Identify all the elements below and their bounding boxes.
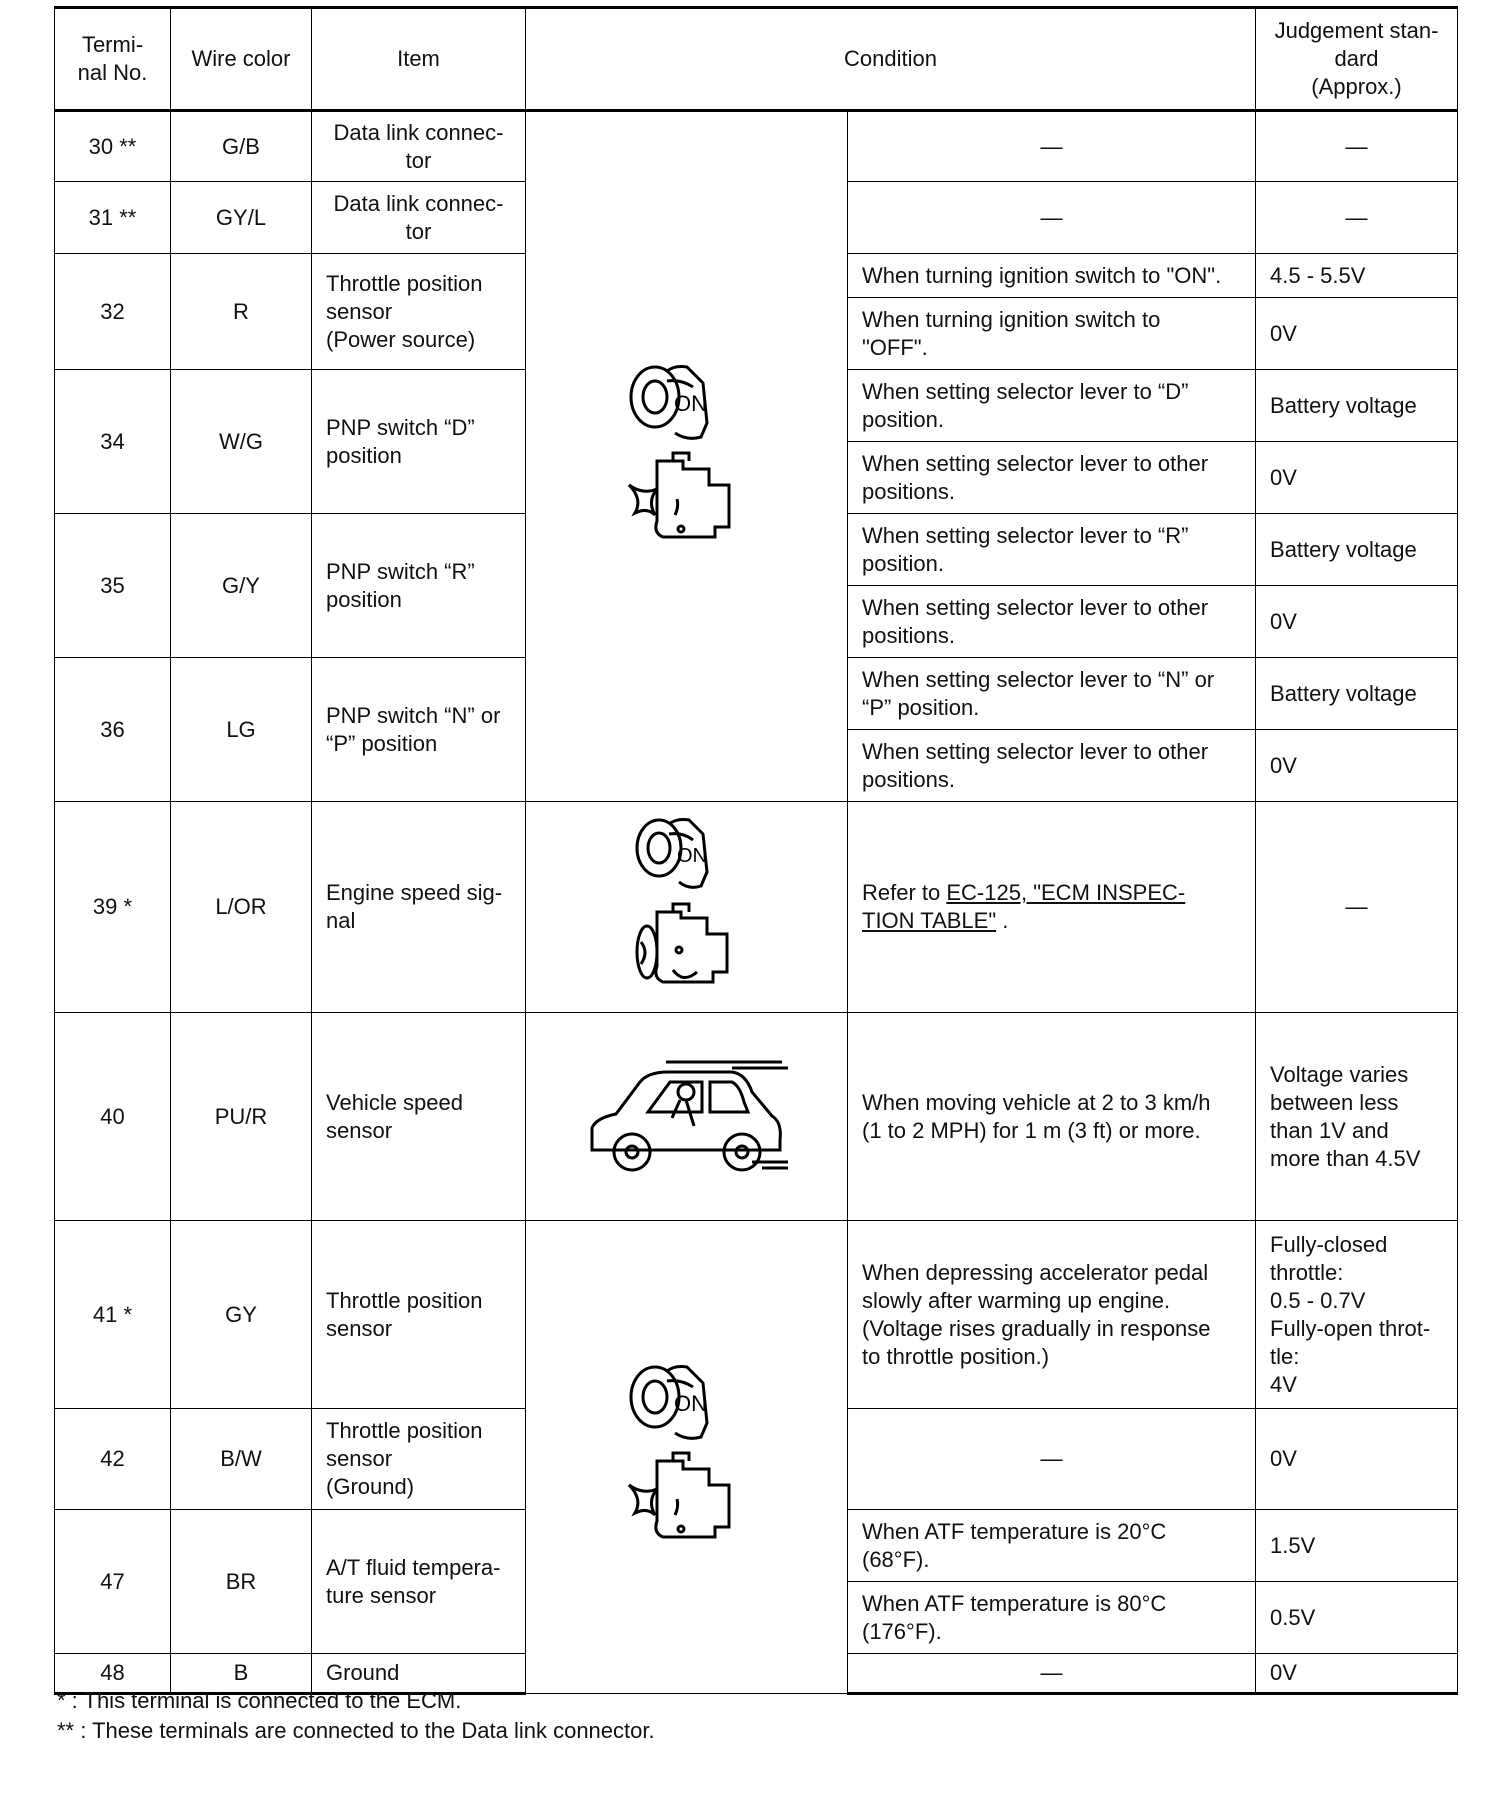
condition-cell: When setting selector lever to “R” position. — [848, 514, 1256, 586]
ecm-inspection-table-link[interactable]: EC-125, "ECM INSPEC- TION TABLE" — [862, 880, 1186, 933]
wire-color-cell: LG — [171, 658, 312, 802]
terminal-cell: 35 — [55, 514, 171, 658]
item-cell: PNP switch “R” position — [312, 514, 526, 658]
condition-cell: When ATF temperature is 80°C (176°F). — [848, 1582, 1256, 1654]
wire-color-cell: B — [171, 1654, 312, 1694]
judgement-cell: 0V — [1256, 730, 1458, 802]
engine-running-icon — [629, 1453, 729, 1537]
condition-cell: When setting selector lever to “N” or “P” position. — [848, 658, 1256, 730]
item-cell: Data link connec- tor — [312, 182, 526, 254]
svg-text:ON: ON — [673, 390, 707, 416]
wire-color-cell: R — [171, 254, 312, 370]
engine-idle-icon — [637, 904, 727, 982]
condition-cell: — — [848, 111, 1256, 182]
wire-color-cell: GY — [171, 1221, 312, 1409]
judgement-cell: Battery voltage — [1256, 514, 1458, 586]
judgement-cell: 0V — [1256, 586, 1458, 658]
judgement-cell: 0V — [1256, 298, 1458, 370]
condition-cell: When depressing accelerator pedal slowly after warming up engine. (Voltage rises gradually in response to throttle position.) — [848, 1221, 1256, 1409]
footnote-double-star: ** : These terminals are connected to the Data link connector. — [57, 1718, 655, 1743]
item-cell: A/T fluid tempera- ture sensor — [312, 1510, 526, 1654]
table-row — [55, 111, 1458, 182]
ignition-on-engine-idle-icon-group — [526, 802, 848, 1013]
condition-cell: When turning ignition switch to "ON". — [848, 254, 1256, 298]
footnotes — [57, 1686, 655, 1746]
table-row — [55, 1013, 1458, 1221]
condition-cell: — — [848, 182, 1256, 254]
svg-text:ON: ON — [673, 1391, 707, 1416]
wire-color-cell: B/W — [171, 1409, 312, 1510]
terminal-cell: 34 — [55, 370, 171, 514]
terminal-cell: 32 — [55, 254, 171, 370]
judgement-cell: 0.5V — [1256, 1582, 1458, 1654]
item-cell: Vehicle speed sensor — [312, 1013, 526, 1221]
condition-cell: When setting selector lever to “D” position. — [848, 370, 1256, 442]
ignition-on-engine-running-icon-group — [526, 1221, 848, 1694]
engine-running-icon — [629, 453, 729, 537]
terminal-cell: 39 * — [55, 802, 171, 1013]
judgement-cell: 0V — [1256, 1409, 1458, 1510]
svg-text:ON: ON — [676, 845, 707, 867]
ignition-key-on-icon — [617, 1357, 757, 1557]
item-cell: Engine speed sig- nal — [312, 802, 526, 1013]
header-terminal-no: Termi- nal No. — [55, 8, 171, 111]
judgement-cell: 4.5 - 5.5V — [1256, 254, 1458, 298]
terminal-spec-table — [54, 6, 1458, 1695]
header-row — [55, 8, 1458, 111]
condition-cell: When setting selector lever to other positions. — [848, 586, 1256, 658]
condition-cell: When moving vehicle at 2 to 3 km/h (1 to 2 MPH) for 1 m (3 ft) or more. — [848, 1013, 1256, 1221]
judgement-cell: Voltage varies between less than 1V and more than 4.5V — [1256, 1013, 1458, 1221]
footnote-single-star: * : This terminal is connected to the ECM. — [57, 1688, 462, 1713]
wire-color-cell: BR — [171, 1510, 312, 1654]
item-cell: PNP switch “N” or “P” position — [312, 658, 526, 802]
terminal-cell: 30 ** — [55, 111, 171, 182]
judgement-cell: Fully-closed throttle: 0.5 - 0.7V Fully-open throt- tle: 4V — [1256, 1221, 1458, 1409]
wire-color-cell: L/OR — [171, 802, 312, 1013]
ignition-key-on-icon — [617, 357, 757, 557]
terminal-cell: 40 — [55, 1013, 171, 1221]
terminal-cell: 48 — [55, 1654, 171, 1694]
ignition-on-engine-running-icon-group — [526, 111, 848, 802]
judgement-cell: — — [1256, 182, 1458, 254]
judgement-cell: Battery voltage — [1256, 658, 1458, 730]
condition-cell: — — [848, 1409, 1256, 1510]
condition-cell: When turning ignition switch to "OFF". — [848, 298, 1256, 370]
table-row — [55, 802, 1458, 1013]
header-item: Item — [312, 8, 526, 111]
header-wire-color: Wire color — [171, 8, 312, 111]
wire-color-cell: GY/L — [171, 182, 312, 254]
wire-color-cell: PU/R — [171, 1013, 312, 1221]
ignition-key-on-icon — [627, 812, 747, 1002]
table-row — [55, 1221, 1458, 1409]
condition-cell: When setting selector lever to other positions. — [848, 442, 1256, 514]
item-cell: Throttle position sensor — [312, 1221, 526, 1409]
terminal-cell: 31 ** — [55, 182, 171, 254]
judgement-cell: — — [1256, 802, 1458, 1013]
judgement-cell: 0V — [1256, 442, 1458, 514]
condition-cell: Refer to EC-125, "ECM INSPEC- TION TABLE" . — [848, 802, 1256, 1013]
judgement-cell: — — [1256, 111, 1458, 182]
item-cell: Ground — [312, 1654, 526, 1694]
judgement-cell: 1.5V — [1256, 1510, 1458, 1582]
wire-color-cell: W/G — [171, 370, 312, 514]
terminal-cell: 41 * — [55, 1221, 171, 1409]
terminal-cell: 42 — [55, 1409, 171, 1510]
wire-color-cell: G/Y — [171, 514, 312, 658]
wire-color-cell: G/B — [171, 111, 312, 182]
item-cell: Throttle position sensor (Ground) — [312, 1409, 526, 1510]
item-cell: PNP switch “D” position — [312, 370, 526, 514]
judgement-cell: Battery voltage — [1256, 370, 1458, 442]
vehicle-driving-icon-group — [526, 1013, 848, 1221]
header-judgement: Judgement stan- dard (Approx.) — [1256, 8, 1458, 111]
terminal-cell: 47 — [55, 1510, 171, 1654]
header-condition: Condition — [526, 8, 1256, 111]
item-cell: Data link connec- tor — [312, 111, 526, 182]
condition-cell: When setting selector lever to other positions. — [848, 730, 1256, 802]
judgement-cell: 0V — [1256, 1654, 1458, 1694]
terminal-cell: 36 — [55, 658, 171, 802]
condition-cell: When ATF temperature is 20°C (68°F). — [848, 1510, 1256, 1582]
vehicle-driving-icon — [582, 1052, 792, 1182]
condition-cell: — — [848, 1654, 1256, 1694]
item-cell: Throttle position sensor (Power source) — [312, 254, 526, 370]
